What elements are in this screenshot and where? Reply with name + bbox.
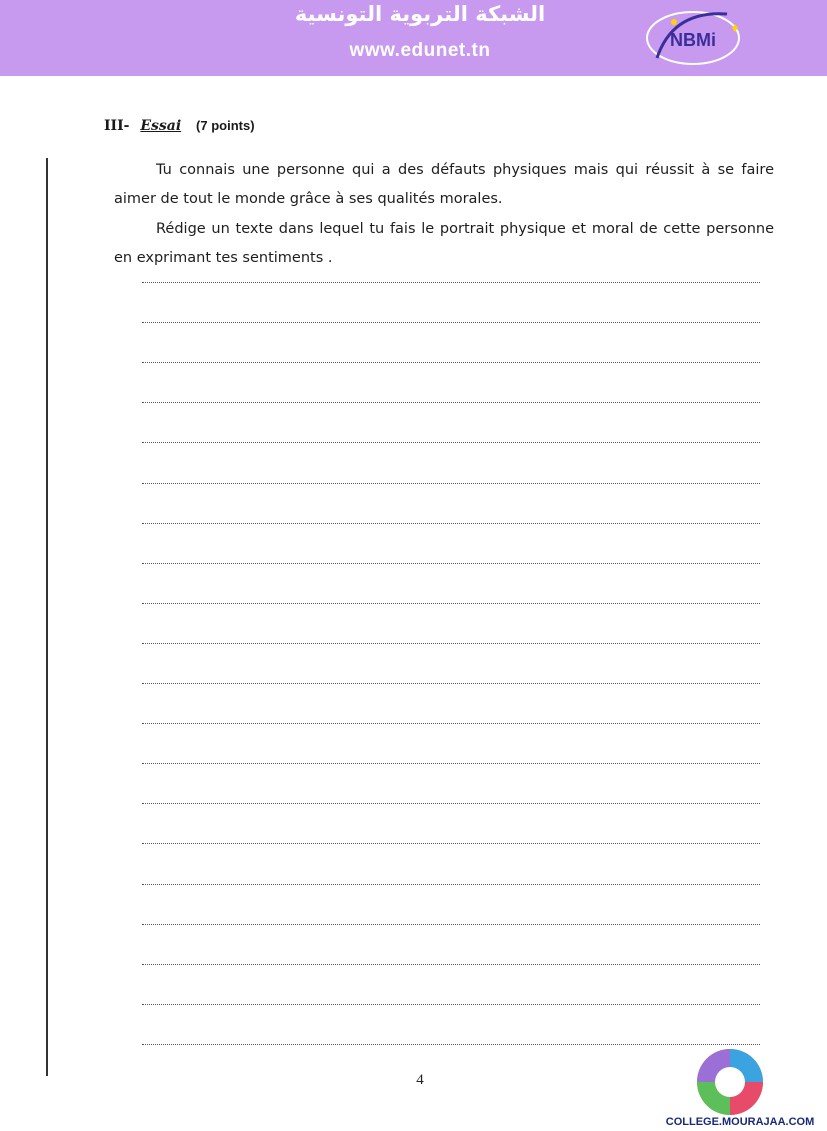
answer-line[interactable] [142, 442, 760, 443]
logo-text: NBMi [670, 30, 716, 50]
section-title: Essai [140, 118, 182, 134]
prompt-paragraph-2: Rédige un texte dans lequel tu fais le portrait physique et moral de cette personne en exprimant tes sentiments . [114, 220, 774, 266]
header-banner [0, 0, 827, 76]
answer-line[interactable] [142, 723, 760, 724]
footer-logo-text: COLLEGE.MOURAJAA.COM [665, 1116, 815, 1128]
nbmi-logo [643, 6, 743, 70]
page-number: 4 [416, 1072, 424, 1088]
margin-rule [46, 158, 48, 1076]
answer-line[interactable] [142, 643, 760, 644]
prompt-paragraph-1: Tu connais une personne qui a des défauts physiques mais qui réussit à se faire aimer de tout le monde grâce à ses qualités morales. [114, 161, 774, 207]
answer-line[interactable] [142, 1044, 760, 1045]
section-points: (7 points) [196, 118, 255, 133]
answer-line[interactable] [142, 803, 760, 804]
answer-line[interactable] [142, 483, 760, 484]
banner-arabic-title: الشبكة التربوية التونسية [294, 2, 546, 26]
answer-line[interactable] [142, 964, 760, 965]
section-heading [104, 118, 255, 134]
answer-line[interactable] [142, 924, 760, 925]
answer-line[interactable] [142, 884, 760, 885]
answer-line[interactable] [142, 282, 760, 283]
murajaa-logo [680, 1038, 780, 1118]
answer-line[interactable] [142, 1004, 760, 1005]
section-number: III- [104, 118, 130, 134]
answer-line[interactable] [142, 683, 760, 684]
answer-line[interactable] [142, 603, 760, 604]
answer-line[interactable] [142, 563, 760, 564]
banner-url[interactable]: www.edunet.tn [349, 40, 491, 61]
answer-line[interactable] [142, 763, 760, 764]
answer-line[interactable] [142, 843, 760, 844]
answer-line[interactable] [142, 362, 760, 363]
answer-line[interactable] [142, 402, 760, 403]
answer-line[interactable] [142, 523, 760, 524]
answer-line[interactable] [142, 322, 760, 323]
